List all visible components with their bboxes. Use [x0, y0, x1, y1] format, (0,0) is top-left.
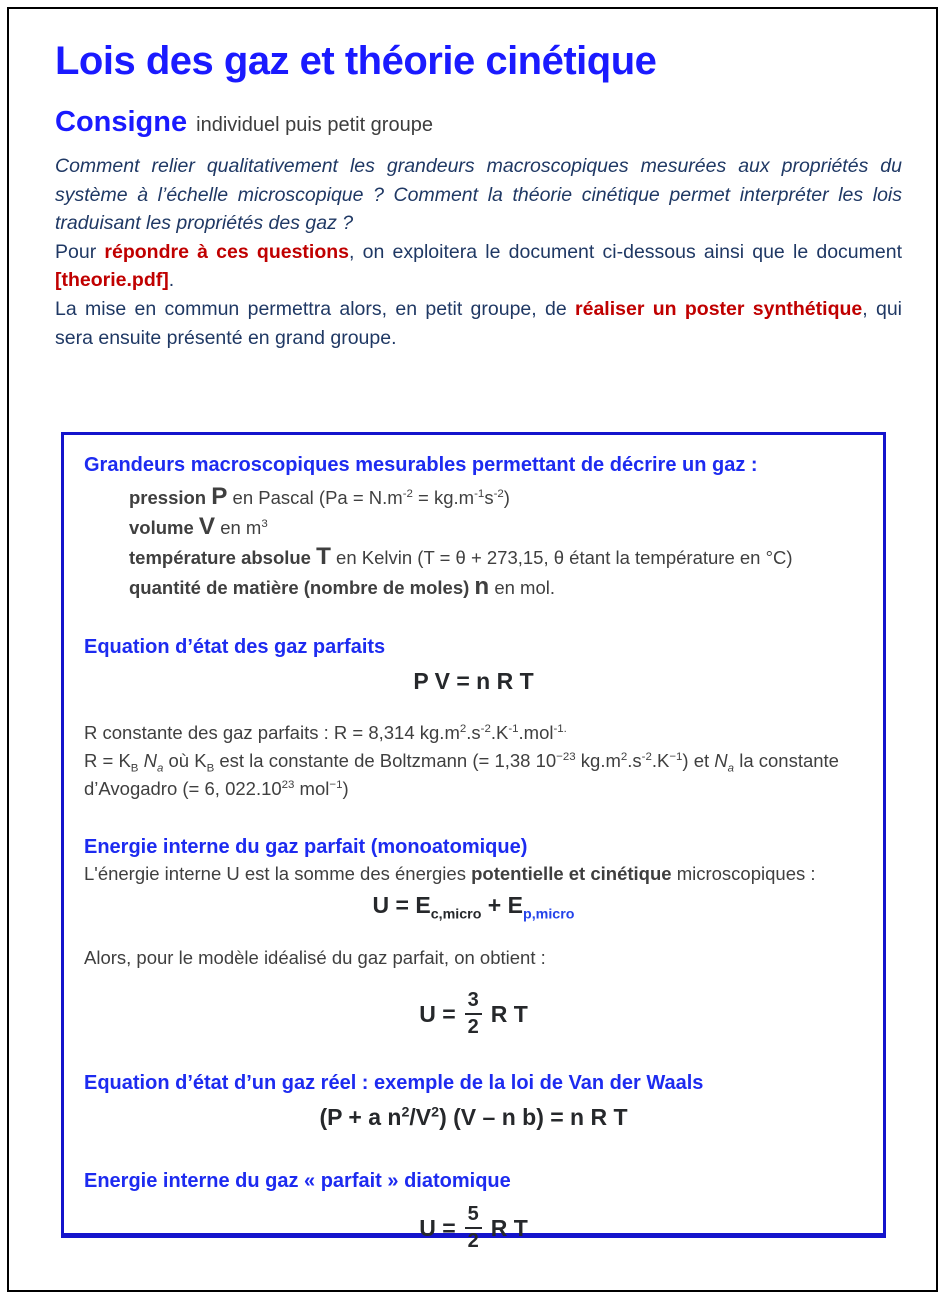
line-boltzmann: $R = K_B$ $N_a$ où $K_B$ est la constante de Boltzmann (= 1,38 $10^{-23}$ $kg.m^2.s^{-2}.K^{-1}$) et $N_a$ la constante: [84, 750, 839, 775]
line-energie-interne: L'énergie interne U est la somme des énergies potentielle et cinétique microscopiques :: [84, 863, 816, 885]
fraction-denominator: 2: [467, 1230, 479, 1253]
u-3-2-rt-formula: [84, 983, 863, 1045]
consigne-heading: [55, 106, 890, 139]
fraction-numerator: 3: [465, 989, 482, 1015]
heading-energie-diatomique: Energie interne du gaz « parfait » diatomique: [84, 1170, 511, 1193]
line-temperature: température absolue T en Kelvin (T = θ + 273,15, θ étant la température en °C): [129, 543, 793, 571]
consigne-mode: individuel puis petit groupe: [196, 114, 433, 136]
heading-energie-monoatomique: Energie interne du gaz parfait (monoatomique): [84, 836, 528, 859]
pv-nrt-formula: P V = n R T: [413, 668, 534, 695]
line-r-constante: R constante des gaz parfaits : R = 8,314 $kg.m^2.s^{-2}.K^{-1}.mol^{-1.}$: [84, 722, 567, 744]
heading-van-der-waals: Equation d’état d’un gaz réel : exemple de la loi de Van der Waals: [84, 1072, 704, 1095]
fraction-suffix: R T: [490, 1001, 528, 1028]
line-alors: Alors, pour le modèle idéalisé du gaz parfait, on obtient :: [84, 947, 546, 969]
line-avogadro: d’Avogadro (= 6, 022.10$^{23}$ mol$^{-1}$): [84, 778, 349, 800]
fraction-denominator: 2: [467, 1016, 479, 1039]
line-quantite: quantité de matière (nombre de moles) n en mol.: [129, 573, 556, 601]
document-box: [61, 432, 886, 1253]
heading-equation-etat: Equation d’état des gaz parfaits: [84, 636, 386, 659]
intro-mise-en-commun: La mise en commun permettra alors, en petit groupe, de réaliser un poster synthétique, qui sera ensuite présenté en grand groupe.: [55, 297, 902, 349]
u-5-2-rt-formula: [84, 1197, 863, 1259]
page-frame: [7, 7, 938, 1292]
u-ec-ep-formula: $U = E_{c,micro} + E_{p,micro}$: [372, 892, 575, 923]
intro-block: [55, 152, 902, 352]
page-title: Lois des gaz et théorie cinétique: [55, 39, 657, 83]
line-pression: pression P en Pascal $(Pa = N.m^{-2} = kg.m^{-1}s^{-2})$: [129, 483, 510, 511]
heading-grandeurs: Grandeurs macroscopiques mesurables permettant de décrire un gaz :: [84, 454, 758, 477]
fraction-3-2: [465, 989, 482, 1039]
fraction-suffix: R T: [490, 1215, 528, 1242]
fraction-prefix: U =: [419, 1001, 456, 1028]
fraction-prefix: U =: [419, 1215, 456, 1242]
fraction-numerator: 5: [465, 1203, 482, 1229]
fraction-5-2: [465, 1203, 482, 1253]
intro-instruction: Pour répondre à ces questions, on exploitera le document ci-dessous ainsi que le document [theorie.pdf].: [55, 240, 903, 292]
van-der-waals-formula: (P + a $n^2/V^2$) (V – n b) = n R T: [319, 1104, 628, 1131]
page-content: [9, 9, 936, 1253]
line-volume: volume V en $m^3$: [129, 513, 268, 541]
consigne-label: Consigne: [55, 106, 188, 138]
intro-question: Comment relier qualitativement les grandeurs macroscopiques mesurées aux propriétés du système à l’échelle microscopique ? Comment la théorie cinétique permet interpréter les lois traduisant les propriétés des gaz ?: [55, 155, 902, 235]
